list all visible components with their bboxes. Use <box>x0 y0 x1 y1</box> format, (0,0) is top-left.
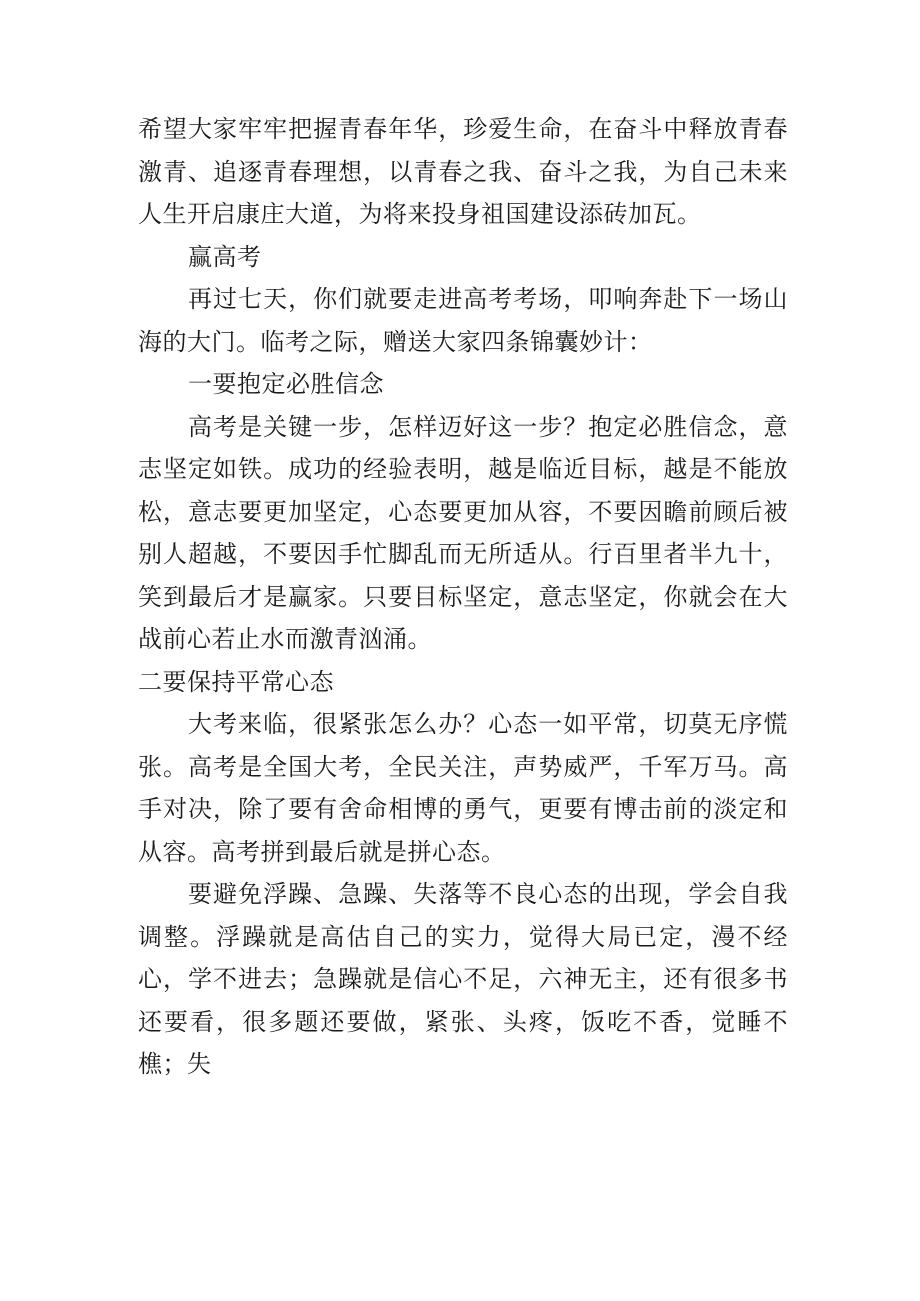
section-heading-win-exam: 赢高考 <box>188 242 262 271</box>
paragraph-tip-2: 大考来临，很紧张怎么办？心态一如平常，切莫无序慌张。高考是全国大考，全民关注，声势威严，千军万马。高手对决，除了要有舍命相博的勇气，更要有博击前的淡定和从容。高考拼到最后就是拼心态。 <box>138 710 788 866</box>
paragraph-intro-tips: 再过七天，你们就要走进高考考场，叩响奔赴下一场山海的大门。临考之际，赠送大家四条锦囊妙计： <box>138 285 788 356</box>
document-body <box>138 108 788 1086</box>
tip-heading-2: 二要保持平常心态 <box>138 667 334 696</box>
paragraph-tip-1: 高考是关键一步，怎样迈好这一步？抱定必胜信念，意志坚定如铁。成功的经验表明，越是临近目标，越是不能放松，意志要更加坚定，心态要更加从容，不要因瞻前顾后被别人超越，不要因手忙脚乱而无所适从。行百里者半九十，笑到最后才是赢家。只要目标坚定，意志坚定，你就会在大战前心若止水而激青汹涌。 <box>138 412 788 653</box>
tip-heading-1: 一要抱定必胜信念 <box>188 370 384 398</box>
paragraph-tip-2-continued: 要避免浮躁、急躁、失落等不良心态的出现，学会自我调整。浮躁就是高估自己的实力，觉得大局已定，漫不经心，学不进去；急躁就是信心不足，六神无主，还有很多书还要看，很多题还要做，紧张、头疼，饭吃不香，觉睡不樵；失 <box>138 880 788 1078</box>
paragraph-closing-wish: 希望大家牢牢把握青春年华，珍爱生命，在奋斗中释放青春激青、追逐青春理想，以青春之我、奋斗之我，为自己未来人生开启康庄大道，为将来投身祖国建设添砖加瓦。 <box>138 115 788 228</box>
